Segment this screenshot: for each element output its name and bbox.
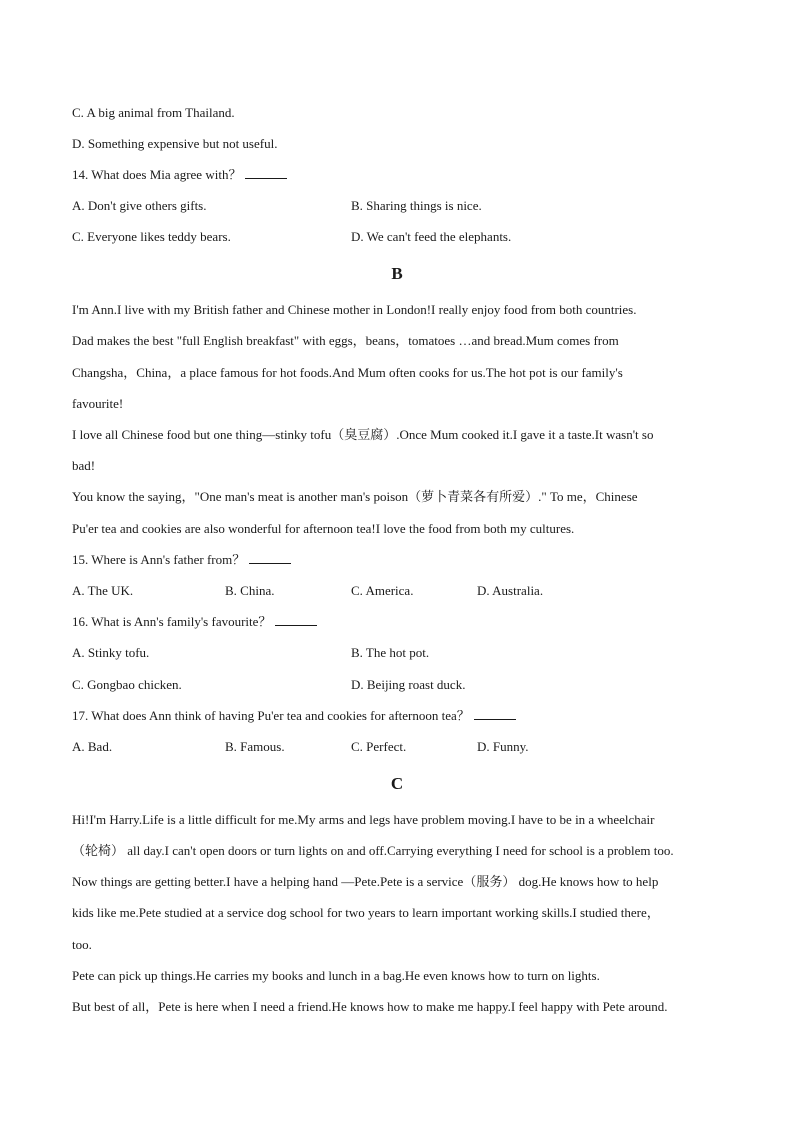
q16-option-d: D. Beijing roast duck. (351, 677, 466, 692)
passage-c-line: Pete can pick up things.He carries my books and lunch in a bag.He even knows how to turn on lights. (72, 968, 600, 983)
q17-option-a: A. Bad. (72, 739, 113, 754)
q17-option-d: D. Funny. (477, 739, 529, 754)
q16-option-c: C. Gongbao chicken. (72, 677, 182, 692)
section-c-heading: C (390, 774, 404, 793)
q15-option-b: B. China. (225, 583, 275, 598)
passage-c-line: kids like me.Pete studied at a service dog school for two years to learn important working skills.I studied there， (72, 905, 660, 920)
q17-option-b: B. Famous. (225, 739, 285, 754)
q15-option-a: A. The UK. (72, 583, 134, 598)
answer-blank (474, 708, 516, 720)
question-15 (72, 552, 291, 568)
q14-option-a: A. Don't give others gifts. (72, 198, 207, 213)
passage-b-line: Dad makes the best "full English breakfast" with eggs，beans，tomatoes …and bread.Mum comes from (72, 333, 619, 348)
option-d-line: D. Something expensive but not useful. (72, 136, 278, 151)
question-17-text: 17. What does Ann think of having Pu'er tea and cookies for afternoon tea？ (72, 708, 470, 723)
option-c-line: C. A big animal from Thailand. (72, 105, 235, 120)
passage-b-line: You know the saying，"One man's meat is another man's poison（萝卜青菜各有所爱）." To me，Chinese (72, 489, 638, 504)
q14-option-d: D. We can't feed the elephants. (351, 229, 512, 244)
passage-b-line: Changsha，China，a place famous for hot foods.And Mum often cooks for us.The hot pot is our family's (72, 365, 623, 380)
question-15-text: 15. Where is Ann's father from？ (72, 552, 246, 567)
answer-blank (249, 552, 291, 564)
q14-option-b: B. Sharing things is nice. (351, 198, 482, 213)
passage-b-line: Pu'er tea and cookies are also wonderful for afternoon tea!I love the food from both my cultures. (72, 521, 575, 536)
q17-option-c: C. Perfect. (351, 739, 407, 754)
q15-option-d: D. Australia. (477, 583, 544, 598)
question-14-text: 14. What does Mia agree with？ (72, 167, 242, 182)
answer-blank (275, 614, 317, 626)
q15-option-c: C. America. (351, 583, 414, 598)
passage-c-line: too. (72, 937, 92, 952)
question-14 (72, 167, 287, 183)
answer-blank (245, 167, 287, 179)
passage-c-line: Hi!I'm Harry.Life is a little difficult for me.My arms and legs have problem moving.I have to be in a wheelchair (72, 812, 655, 827)
question-16 (72, 614, 317, 630)
passage-c-line: Now things are getting better.I have a helping hand —Pete.Pete is a service（服务） dog.He knows how to help (72, 874, 659, 889)
passage-c-line: But best of all，Pete is here when I need a friend.He knows how to make me happy.I feel happy with Pete around. (72, 999, 668, 1014)
q14-option-c: C. Everyone likes teddy bears. (72, 229, 231, 244)
passage-c-line: （轮椅） all day.I can't open doors or turn lights on and off.Carrying everything I need for school is a problem too. (72, 843, 674, 858)
passage-b-line: I love all Chinese food but one thing—stinky tofu（臭豆腐）.Once Mum cooked it.I gave it a taste.It wasn't so (72, 427, 654, 442)
q16-option-a: A. Stinky tofu. (72, 645, 150, 660)
question-16-text: 16. What is Ann's family's favourite？ (72, 614, 272, 629)
question-17 (72, 708, 516, 724)
passage-b-line: I'm Ann.I live with my British father and Chinese mother in London!I really enjoy food from both countries. (72, 302, 637, 317)
passage-b-line: bad! (72, 458, 96, 473)
passage-b-line: favourite! (72, 396, 124, 411)
section-b-heading: B (391, 264, 403, 283)
q16-option-b: B. The hot pot. (351, 645, 430, 660)
